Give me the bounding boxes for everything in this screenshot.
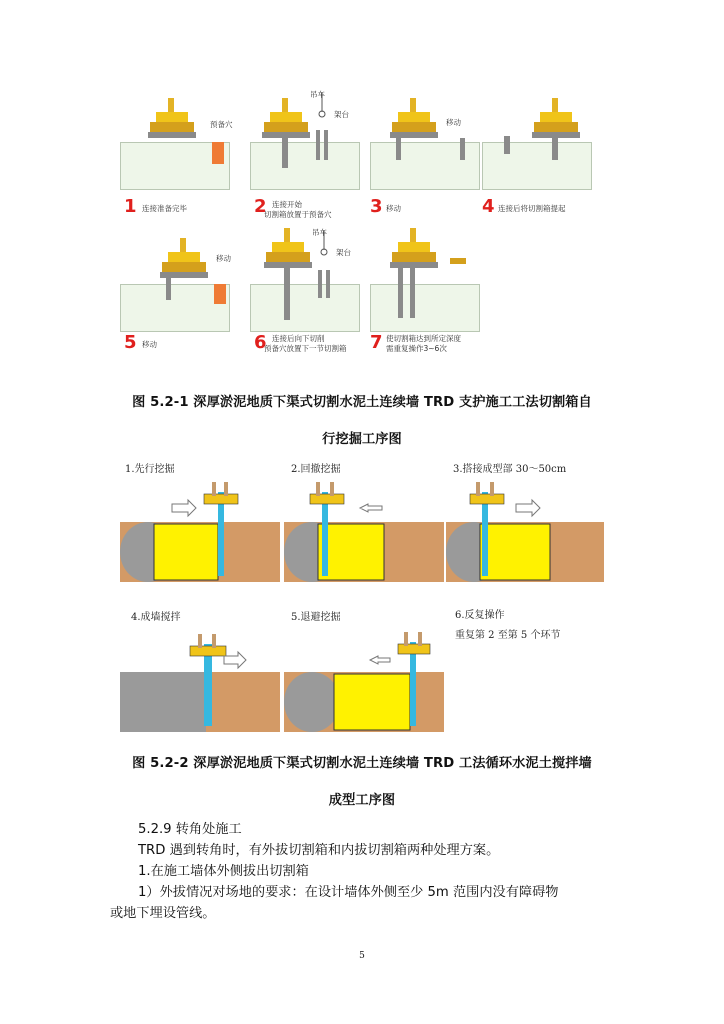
step-label: 连接准备完毕 — [142, 204, 187, 213]
step-label: 连接后向下切削 — [272, 334, 325, 343]
paragraph: 1.在施工墙体外侧拔出切割箱 — [138, 864, 309, 879]
step-number: 6 — [254, 332, 267, 353]
fig1-panel-1 — [120, 92, 233, 217]
figure-5-2-1 — [120, 92, 610, 362]
trd-machine-icon — [390, 98, 480, 168]
figure2-caption-line1: 图 5.2-2 深厚淤泥地质下渠式切割水泥土连续墙 TRD 工法循环水泥土搅拌墙 — [132, 756, 592, 771]
paragraph: 1）外拔情况对场地的要求：在设计墙体外侧至少 5m 范围内没有障碍物 — [138, 885, 559, 900]
note-move: 移动 — [446, 118, 461, 127]
step-label: 使切割箱达到所定深度 — [386, 334, 461, 343]
fig2-step-label: 3.搭接成型部 30～50cm — [450, 458, 569, 477]
step-number: 5 — [124, 332, 137, 353]
step-label-2: 预备穴放置下一节切割箱 — [264, 344, 347, 353]
reserve-pit — [212, 142, 224, 164]
cutter-box — [504, 136, 510, 154]
step-number: 4 — [482, 196, 495, 217]
note-frame: 架台 — [336, 248, 351, 257]
step-label-2: 需重复操作3~6次 — [386, 344, 447, 353]
trd-machine-icon — [532, 98, 582, 168]
note-reserve-pit: 预备穴 — [210, 120, 233, 129]
fig2-step-label: 4.成墙搅拌 — [128, 606, 184, 625]
trd-machine-icon — [390, 228, 480, 328]
step-number: 7 — [370, 332, 383, 353]
note-frame: 架台 — [334, 110, 349, 119]
trd-machine-icon — [160, 238, 210, 308]
fig2-panel-6 — [446, 598, 604, 732]
figure1-caption-line2: 行挖掘工序图 — [322, 432, 402, 447]
fig1-panel-3 — [370, 92, 480, 217]
fig2-step-label: 6.反复操作 — [452, 604, 508, 623]
fig2-step-label: 2.回撤挖掘 — [288, 458, 344, 477]
step-label: 移动 — [142, 340, 157, 349]
fig1-panel-4 — [482, 92, 592, 217]
crane-hook-icon — [312, 92, 332, 166]
fig1-panel-2 — [250, 90, 360, 219]
section-heading: 5.2.9 转角处施工 — [138, 822, 242, 837]
fig2-panel-3 — [446, 452, 604, 582]
paragraph: TRD 遇到转角时，有外拔切割箱和内拔切割箱两种处理方案。 — [138, 843, 500, 858]
fig1-panel-7 — [370, 234, 480, 353]
figure2-caption-line2: 成型工序图 — [328, 793, 396, 808]
fig2-panel-5 — [284, 598, 444, 732]
fig2-step-label: 1.先行挖掘 — [122, 458, 178, 477]
step-label: 移动 — [386, 204, 401, 213]
fig2-panel-4 — [120, 598, 280, 732]
step-label-2: 切割箱放置于预备穴 — [264, 210, 332, 219]
fig2-panel-1 — [120, 452, 280, 582]
figure1-caption-line1: 图 5.2-1 深厚淤泥地质下渠式切割水泥土连续墙 TRD 支护施工工法切割箱自 — [132, 395, 592, 410]
step-number: 1 — [124, 196, 137, 217]
trd-machine-icon — [264, 228, 314, 324]
trd-machine-icon — [148, 98, 198, 144]
step-number: 2 — [254, 196, 267, 217]
fig1-panel-5 — [120, 234, 231, 353]
step-number: 3 — [370, 196, 383, 217]
figure-5-2-2 — [120, 452, 604, 738]
reserve-pit — [214, 284, 226, 304]
note-crane: 吊车 — [312, 228, 327, 237]
fig1-panel-6 — [250, 228, 360, 353]
page-number: 5 — [359, 951, 365, 961]
step-label: 连接后将切割箱提起 — [498, 204, 566, 213]
crane-hook-icon — [314, 230, 334, 310]
note-crane: 吊车 — [310, 90, 325, 99]
note-move: 移动 — [216, 254, 231, 263]
fig2-step-label: 5.退避挖掘 — [288, 606, 344, 625]
fig2-step-label-2: 重复第 2 至第 5 个环节 — [452, 624, 563, 643]
step-label: 连接开始 — [272, 200, 302, 209]
trd-machine-icon — [262, 98, 312, 178]
fig2-panel-2 — [284, 452, 444, 582]
paragraph: 或地下埋设管线。 — [110, 906, 216, 921]
